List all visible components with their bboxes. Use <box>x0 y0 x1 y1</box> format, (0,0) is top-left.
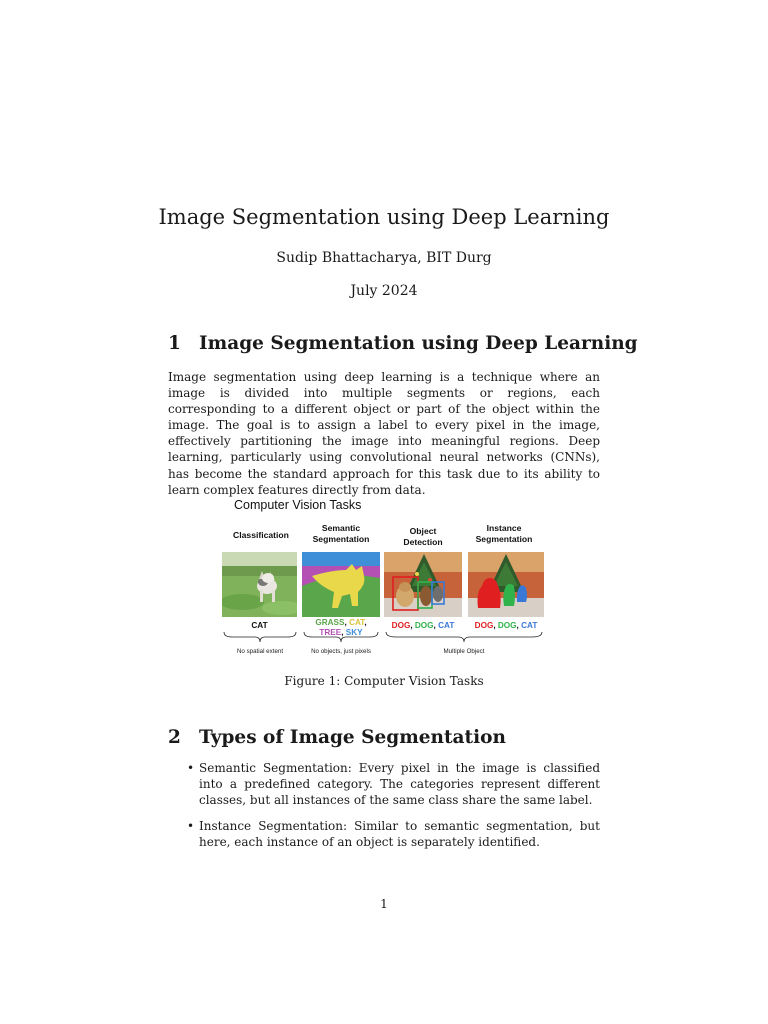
col-label-semantic: Semantic Segmentation <box>312 523 370 544</box>
section-1-body: Image segmentation using deep learning is a technique where an image is divided into multiple segments or regions, each corresponding to a different object or part of the object within the image. The goal is to assign a label to every pixel in the image, effectively partitioning the image into meaningful regions. Deep learning, particularly using convolutional neural networks (CNNs), has become the standard approach for this task due to its ability to learn complex features directly from data. <box>168 370 600 497</box>
classification-cat-image <box>222 552 297 617</box>
section-1-heading <box>168 333 638 354</box>
tags-classification: CAT <box>251 621 268 630</box>
col-label-detection: Object Detection <box>403 526 443 547</box>
note-multiple-object: Multiple Object <box>443 648 485 655</box>
figure-computer-vision-tasks <box>222 490 546 660</box>
section-title: Types of Image Segmentation <box>199 727 506 748</box>
list-item-text: Semantic Segmentation: Every pixel in the image is classified into a predefined category. The categories represent different classes, but all instances of the same class share the same label. <box>199 761 600 808</box>
paper-title: Image Segmentation using Deep Learning <box>158 205 610 229</box>
col-label-classification: Classification <box>233 530 289 540</box>
list-item <box>168 818 600 850</box>
section-2-heading <box>168 727 506 748</box>
section-title: Image Segmentation using Deep Learning <box>199 333 638 354</box>
paper-date: July 2024 <box>350 283 418 299</box>
tags-semantic: GRASS, CAT, TREE, SKY <box>315 618 367 637</box>
list-item <box>168 760 600 808</box>
semantic-segmentation-image <box>302 552 380 617</box>
section-number: 2 <box>168 727 181 748</box>
figure-caption: Figure 1: Computer Vision Tasks <box>284 674 484 688</box>
section-number: 1 <box>168 333 181 354</box>
note-semantic: No objects, just pixels <box>311 648 371 655</box>
col-label-instance: Instance Segmentation <box>475 523 533 544</box>
note-classification: No spatial extent <box>236 648 284 655</box>
bullet-icon: • <box>187 761 195 775</box>
figure-title: Computer Vision Tasks <box>234 498 362 512</box>
brace-multiple-object <box>384 630 544 644</box>
paper-author: Sudip Bhattacharya, BIT Durg <box>276 250 492 266</box>
brace-classification <box>222 630 298 644</box>
list-item-text: Instance Segmentation: Similar to semantic segmentation, but here, each instance of an object is separately identified. <box>199 819 600 850</box>
segmentation-types-list <box>168 760 600 860</box>
object-detection-image <box>384 552 462 617</box>
tags-detection: DOG, DOG, CAT <box>391 621 455 630</box>
bullet-icon: • <box>187 819 195 834</box>
instance-segmentation-image <box>468 552 544 617</box>
brace-semantic <box>302 630 380 644</box>
page-number: 1 <box>380 897 388 911</box>
tags-instance: DOG, DOG, CAT <box>474 621 538 630</box>
